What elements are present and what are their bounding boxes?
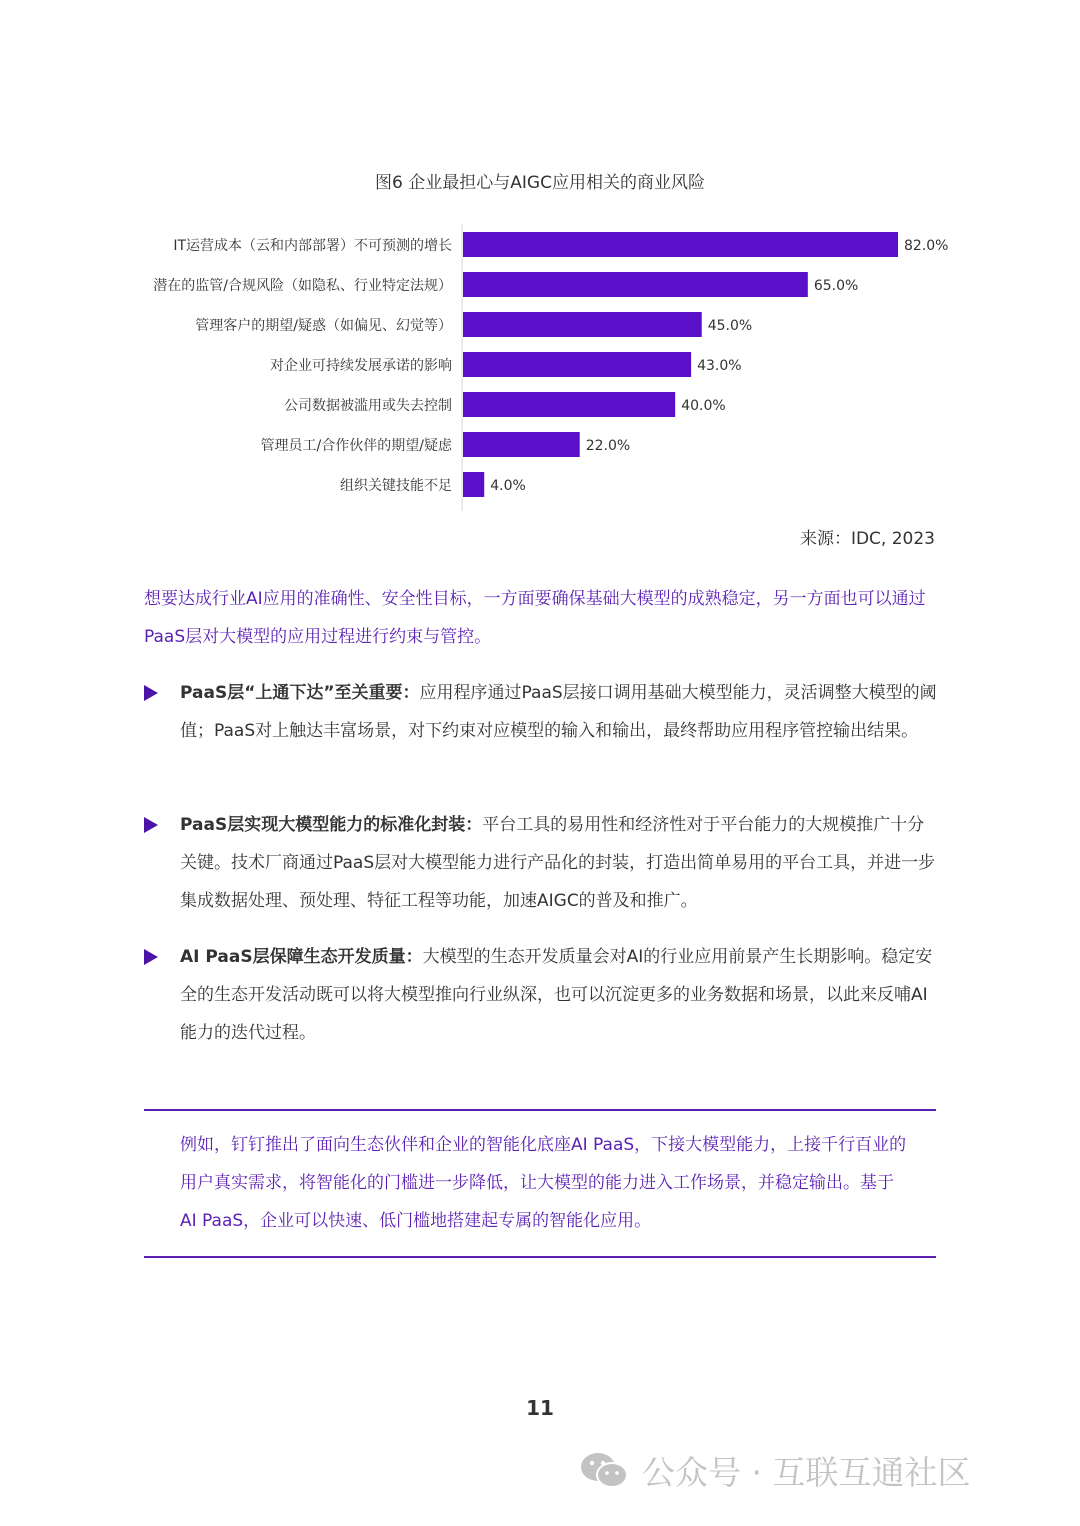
triangle-bullet-icon <box>144 685 158 701</box>
value-label-3: 43.0% <box>697 358 742 374</box>
category-label-0: IT运营成本（云和内部部署）不可预测的增长 <box>173 238 452 254</box>
category-label-1: 潜在的监管/合规风险（如隐私、行业特定法规） <box>153 278 452 294</box>
bullet-item <box>144 806 939 920</box>
bullet-title: PaaS层“上通下达”至关重要： <box>180 683 420 703</box>
triangle-bullet-icon <box>144 817 158 833</box>
bar-0 <box>463 232 898 257</box>
value-label-2: 45.0% <box>707 318 753 334</box>
value-label-0: 82.0% <box>904 238 949 254</box>
bar-4 <box>463 392 675 417</box>
category-label-2: 管理客户的期望/疑惑（如偏见、幻觉等） <box>195 318 452 334</box>
bar-3 <box>463 352 691 377</box>
value-label-4: 40.0% <box>681 398 726 414</box>
bullet-body: 应用程序通过PaaS层接口调用基础大模型能力，灵活调整大模型的阈值；PaaS对上触达丰富场景，对下约束对应模型的输入和输出，最终帮助应用程序管控输出结果。 <box>180 683 937 741</box>
case-bottom-rule <box>144 1256 936 1258</box>
intro-paragraph: 想要达成行业AI应用的准确性、安全性目标，一方面要确保基础大模型的成熟稳定，另一方面也可以通过PaaS层对大模型的应用过程进行约束与管控。 <box>144 589 926 647</box>
source-note: 来源：IDC, 2023 <box>799 529 935 549</box>
bar-5 <box>463 432 580 457</box>
bar-chart <box>0 0 1080 520</box>
wechat-icon <box>578 1450 630 1490</box>
value-label-1: 65.0% <box>813 278 859 294</box>
case-paragraph: 例如，钉钉推出了面向生态伙伴和企业的智能化底座AI PaaS，下接大模型能力，上接千行百业的用户真实需求，将智能化的门槛进一步降低，让大模型的能力进入工作场景，并稳定输出。基于AI PaaS，企业可以快速、低门槛地搭建起专属的智能化应用。 <box>180 1135 907 1231</box>
case-top-rule <box>144 1109 936 1111</box>
triangle-bullet-icon <box>144 949 158 965</box>
bar-1 <box>463 272 808 297</box>
bullet-title: PaaS层实现大模型能力的标准化封装： <box>180 815 483 835</box>
watermark-text: 公众号 · 互联互通社区 <box>642 1452 971 1492</box>
bullet-item <box>144 938 939 1052</box>
bar-6 <box>463 472 484 497</box>
value-label-6: 4.0% <box>490 478 526 494</box>
bullet-title: AI PaaS层保障生态开发质量： <box>180 947 423 967</box>
category-label-4: 公司数据被滥用或失去控制 <box>284 398 452 414</box>
chart-title: 图6 企业最担心与AIGC应用相关的商业风险 <box>375 173 705 193</box>
category-label-5: 管理员工/合作伙伴的期望/疑虑 <box>260 438 452 454</box>
value-label-5: 22.0% <box>585 438 631 454</box>
bullet-body: 平台工具的易用性和经济性对于平台能力的大规模推广十分关键。技术厂商通过PaaS层对大模型能力进行产品化的封装，打造出简单易用的平台工具，并进一步集成数据处理、预处理、特征工程等功能，加速AIGC的普及和推广。 <box>180 815 936 911</box>
bullet-item <box>144 674 939 750</box>
page-number: 11 <box>526 1396 554 1420</box>
watermark <box>578 1448 970 1492</box>
category-label-6: 组织关键技能不足 <box>340 478 452 494</box>
bar-2 <box>463 312 702 337</box>
bullet-body: 大模型的生态开发质量会对AI的行业应用前景产生长期影响。稳定安全的生态开发活动既可以将大模型推向行业纵深，也可以沉淀更多的业务数据和场景，以此来反哺AI能力的迭代过程。 <box>180 947 933 1043</box>
category-label-3: 对企业可持续发展承诺的影响 <box>270 358 452 374</box>
